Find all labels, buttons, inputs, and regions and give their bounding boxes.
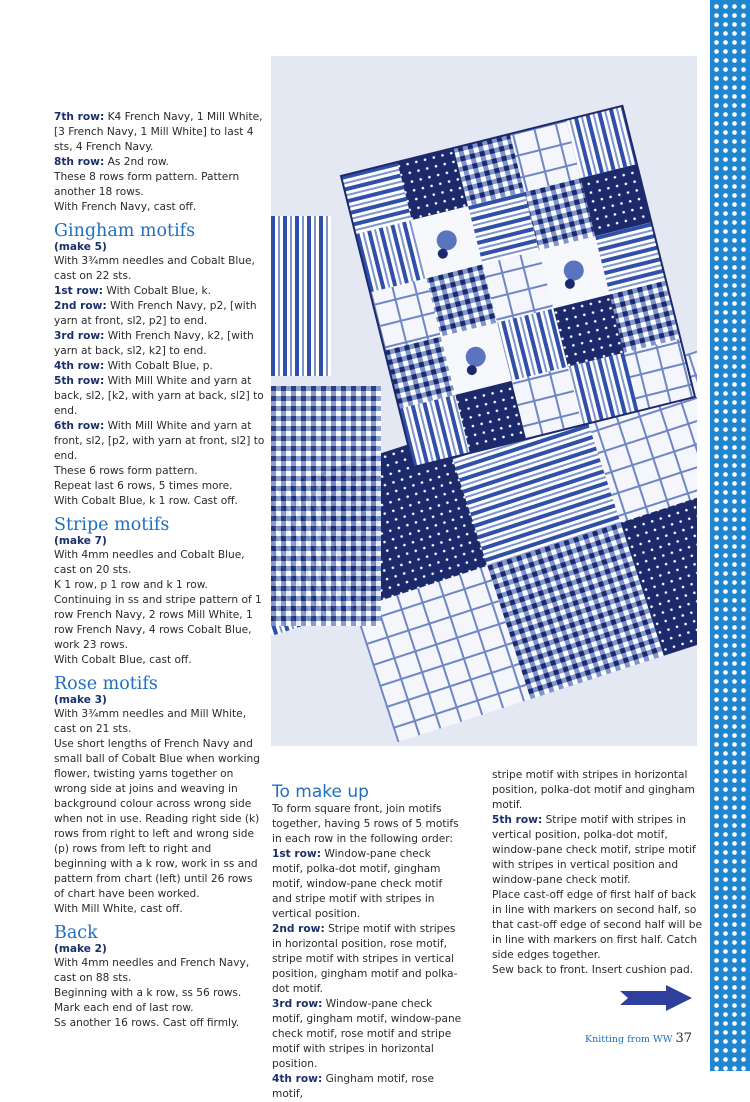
instruction-text: stripe motif with stripes in horizontal position, polka-dot motif and gingham motif. (492, 769, 695, 811)
instruction-line (54, 284, 266, 299)
row-label: 5th row: (492, 814, 543, 826)
instruction-text: Gingham motif, rose motif, (272, 1073, 435, 1100)
instruction-text: With 4mm needles and Cobalt Blue, cast on 20 sts. (54, 549, 245, 576)
instruction-line (54, 170, 266, 200)
row-label: 2nd row: (272, 923, 325, 935)
instruction-text: With Cobalt Blue, k 1 row. Cast off. (54, 495, 238, 507)
row-label: 3rd row: (272, 998, 323, 1010)
polka-dot-margin-strip (710, 0, 750, 1071)
stripe-instructions (54, 548, 266, 668)
instruction-text: To form square front, join motifs together, having 5 rows of 5 motifs in each row in the following order: (272, 803, 459, 845)
instruction-text: With Cobalt Blue, p. (104, 360, 213, 372)
stripe-heading: Stripe motifs (54, 515, 170, 535)
back-instructions (54, 956, 266, 1031)
instruction-text: Use short lengths of French Navy and small ball of Cobalt Blue when working flower, twisting yarns together on wrong side at joins and weaving in background colour across wrong side when not in use. Reading right side (k) rows from right to left and wrong side (p) rows from left to right and beginning with a k row, work in ss and pattern from chart (left) until 26 rows of chart have been worked. (54, 738, 260, 900)
patchwork-cushion-photo (271, 56, 697, 746)
instruction-text: K4 French Navy, 1 Mill White, [3 French Navy, 1 Mill White] to last 4 sts, 4 French Navy. (54, 111, 263, 153)
instruction-text: Ss another 16 rows. Cast off firmly. (54, 1017, 240, 1029)
instruction-line (54, 548, 266, 578)
gingham-instructions (54, 254, 266, 509)
instruction-line (54, 902, 266, 917)
instruction-text: With Mill White and yarn at back, sl2, [k2, with yarn at back, sl2] to end. (54, 375, 264, 417)
instruction-text: With French Navy, k2, [with yarn at back, sl2, k2] to end. (54, 330, 254, 357)
instruction-line (54, 986, 266, 1001)
instruction-text: Beginning with a k row, ss 56 rows. (54, 987, 242, 999)
instruction-text: Sew back to front. Insert cushion pad. (492, 964, 694, 976)
instruction-text: Mark each end of last row. (54, 1002, 194, 1014)
row-label: 3rd row: (54, 330, 105, 342)
instruction-line (54, 464, 266, 479)
instruction-text: These 6 rows form pattern. (54, 465, 198, 477)
row-label: 2nd row: (54, 300, 107, 312)
gingham-heading: Gingham motifs (54, 221, 196, 241)
instruction-text: K 1 row, p 1 row and k 1 row. (54, 579, 208, 591)
instruction-text: Window-pane check motif, polka-dot motif, gingham motif, window-pane check motif and stripe motif with stripes in vertical position. (272, 848, 443, 920)
instruction-line (54, 155, 266, 170)
instruction-line (54, 200, 266, 215)
instruction-line (54, 707, 266, 737)
instruction-line (54, 1001, 266, 1016)
page-number: 37 (675, 1031, 693, 1046)
instruction-line (492, 813, 702, 888)
instruction-line (54, 494, 266, 509)
instruction-line (272, 802, 462, 847)
instruction-line (54, 254, 266, 284)
instruction-line (272, 922, 462, 997)
instruction-text: With 4mm needles and French Navy, cast on 88 sts. (54, 957, 250, 984)
instruction-line (54, 737, 266, 902)
instruction-line (54, 479, 266, 494)
instruction-line (54, 593, 266, 653)
page-footer (585, 1031, 692, 1046)
instruction-line (54, 329, 266, 359)
make-up-heading: To make up (272, 782, 369, 802)
instruction-line (492, 768, 702, 813)
instruction-text: With French Navy, p2, [with yarn at front, sl2, p2] to end. (54, 300, 257, 327)
make-up-instructions (272, 802, 462, 1102)
back-make-count: (make 2) (54, 943, 107, 955)
instruction-text: Window-pane check motif, gingham motif, window-pane check motif, rose motif and stripe motif with stripes in horizontal position. (272, 998, 462, 1070)
instruction-text: With Mill White and yarn at front, sl2, [p2, with yarn at front, sl2] to end. (54, 420, 265, 462)
instruction-line (54, 653, 266, 668)
instruction-text: Place cast-off edge of first half of back in line with markers on second half, so that cast-off edge of second half will be in line with markers on first half. Catch side edges together. (492, 889, 702, 961)
instruction-line (54, 299, 266, 329)
instruction-text: With 3¾mm needles and Mill White, cast on 21 sts. (54, 708, 247, 735)
instruction-text: These 8 rows form pattern. Pattern another 18 rows. (54, 171, 240, 198)
instruction-text: With Cobalt Blue, k. (102, 285, 211, 297)
instruction-line (54, 1016, 266, 1031)
stripe-make-count: (make 7) (54, 535, 107, 547)
middle-column (272, 782, 462, 1102)
row-label: 6th row: (54, 420, 105, 432)
instruction-line (54, 956, 266, 986)
instruction-text: Stripe motif with stripes in horizontal position, rose motif, stripe motif with stripes in vertical position, gingham motif and polka-dot motif. (272, 923, 458, 995)
instruction-line (492, 888, 702, 963)
row-label: 4th row: (272, 1073, 323, 1085)
instruction-text: With Cobalt Blue, cast off. (54, 654, 192, 666)
right-column (492, 768, 702, 978)
instruction-text: Repeat last 6 rows, 5 times more. (54, 480, 233, 492)
instruction-text: Stripe motif with stripes in vertical position, polka-dot motif, window-pane check motif, stripe motif with stripes in vertical position and window-pane check motif. (492, 814, 696, 886)
instruction-line (54, 110, 266, 155)
row-label: 4th row: (54, 360, 105, 372)
next-page-arrow-icon (620, 985, 692, 1011)
magazine-name: Knitting from WW (585, 1034, 673, 1045)
instruction-line (492, 963, 702, 978)
instruction-line (272, 1072, 462, 1102)
instruction-text: As 2nd row. (104, 156, 169, 168)
row-label: 1st row: (54, 285, 103, 297)
rose-make-count: (make 3) (54, 694, 107, 706)
make-up-continued (492, 768, 702, 978)
rose-heading: Rose motifs (54, 674, 158, 694)
intro-rows (54, 110, 266, 215)
row-label: 1st row: (272, 848, 321, 860)
instruction-line (54, 359, 266, 374)
row-label: 7th row: (54, 111, 105, 123)
row-label: 8th row: (54, 156, 105, 168)
row-label: 5th row: (54, 375, 105, 387)
instruction-text: With French Navy, cast off. (54, 201, 197, 213)
instruction-line (54, 374, 266, 419)
instruction-text: Continuing in ss and stripe pattern of 1 row French Navy, 2 rows Mill White, 1 row French Navy, 4 rows Cobalt Blue, work 23 rows. (54, 594, 262, 651)
instruction-line (272, 847, 462, 922)
instruction-text: With 3¾mm needles and Cobalt Blue, cast on 22 sts. (54, 255, 255, 282)
instruction-line (272, 997, 462, 1072)
gingham-make-count: (make 5) (54, 241, 107, 253)
instruction-line (54, 419, 266, 464)
instruction-text: With Mill White, cast off. (54, 903, 183, 915)
instruction-line (54, 578, 266, 593)
back-heading: Back (54, 923, 98, 943)
rose-instructions (54, 707, 266, 917)
left-column (54, 110, 266, 1031)
